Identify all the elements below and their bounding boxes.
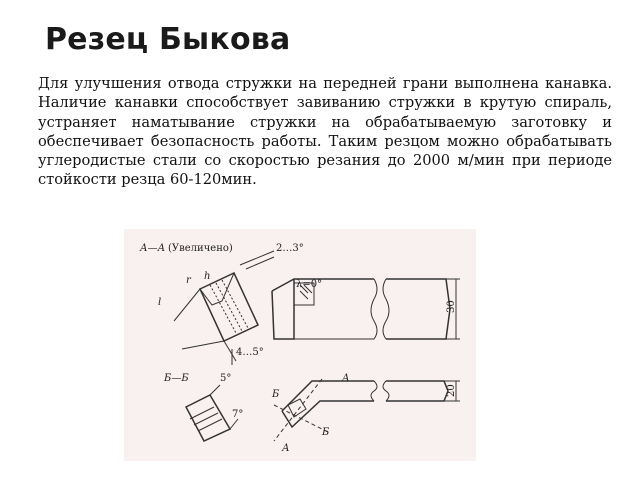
- slide-body-text: Для улучшения отвода стружки на передней грани выполнена канавка. Наличие канавки способствует завиванию стружки в крутую спираль, устраняет наматывание стружки на обрабатываемую заготовку и обеспечивает безопасность работы. Таким резцом можно обрабатывать углеродистые стали со скоростью резания до 2000 м/мин при периоде стойкости резца 60-120мин.: [38, 75, 612, 189]
- dim-30-label: 30: [446, 300, 457, 313]
- lambda-label: λ=0°: [296, 279, 323, 290]
- section-a-note: (Увеличено): [168, 243, 233, 254]
- angle-top-label: 2…3°: [276, 243, 304, 254]
- cutter-drawing-svg: [124, 229, 476, 461]
- mark-b-bottom: Б: [322, 427, 330, 438]
- slide-title: Резец Быкова: [45, 22, 291, 57]
- label-l: l: [158, 297, 162, 308]
- mark-b-top: Б: [272, 389, 280, 400]
- section-b-shape: [186, 385, 238, 441]
- angle-5-label: 5°: [220, 373, 232, 384]
- angle-7-label: 7°: [232, 409, 244, 420]
- mark-a-top: А: [342, 373, 350, 384]
- angle-bottom-label: 4…5°: [236, 347, 264, 358]
- label-r: r: [186, 275, 191, 286]
- section-b-label: Б—Б: [164, 373, 189, 384]
- mark-a-bottom: А: [282, 443, 290, 454]
- cutter-drawing: [124, 229, 476, 461]
- label-h: h: [204, 271, 211, 282]
- section-a-label: А—А: [140, 243, 166, 254]
- cutter-side-view: [274, 379, 460, 441]
- dim-20-label: 20: [446, 384, 457, 397]
